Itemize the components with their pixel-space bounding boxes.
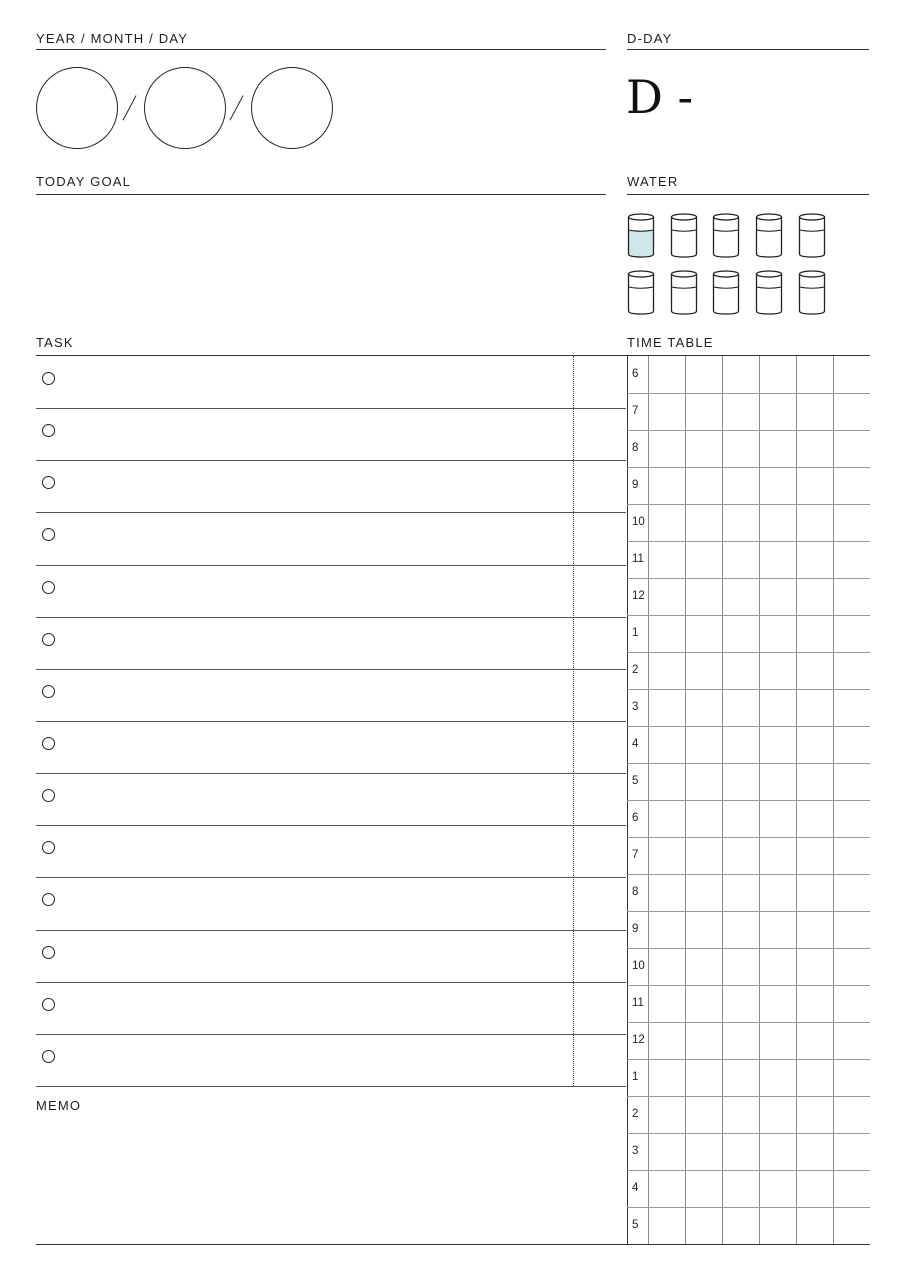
task-checkbox[interactable] [42,633,55,646]
timetable-hour-label: 6 [632,368,639,380]
year-input-circle[interactable] [36,67,118,149]
timetable-hour-label: 1 [632,1071,639,1083]
timetable-cell[interactable] [833,578,870,615]
date-separator-slash [230,95,244,120]
timetable-hour-label: 2 [632,664,639,676]
month-input-circle[interactable] [144,67,226,149]
water-cup-icon[interactable] [712,270,740,316]
timetable-cell[interactable] [759,1059,796,1096]
timetable-cell[interactable] [722,985,759,1022]
timetable-cell[interactable] [685,504,722,541]
timetable-cell[interactable] [685,911,722,948]
timetable-cell[interactable] [722,837,759,874]
timetable-cell[interactable] [722,1133,759,1170]
timetable-hour-label: 12 [632,1034,645,1046]
timetable-hour-label: 9 [632,923,639,935]
timetable-row-line [627,837,870,838]
timetable-cell[interactable] [796,1059,833,1096]
water-cup-icon[interactable] [627,270,655,316]
timetable-cell[interactable] [722,430,759,467]
task-checkbox[interactable] [42,1050,55,1063]
timetable-cell[interactable] [759,1133,796,1170]
timetable-cell[interactable] [833,1059,870,1096]
timetable-cell[interactable] [685,430,722,467]
timetable-cell[interactable] [833,726,870,763]
timetable-hour-label: 8 [632,442,639,454]
timetable-cell[interactable] [796,1096,833,1133]
timetable-cell[interactable] [833,1022,870,1059]
page-bottom-rule [36,1244,870,1245]
timetable-cell[interactable] [796,578,833,615]
task-row[interactable] [36,1034,626,1086]
task-checkbox[interactable] [42,841,55,854]
timetable-cell[interactable] [796,393,833,430]
timetable-row-line [627,800,870,801]
water-cup-icon[interactable] [627,213,655,259]
timetable-hour-label: 4 [632,1182,639,1194]
timetable-cell[interactable] [759,1096,796,1133]
timetable-cell[interactable] [759,504,796,541]
timetable-hour-label: 6 [632,812,639,824]
timetable-cell[interactable] [833,541,870,578]
timetable-cell[interactable] [833,1207,870,1244]
timetable-cell[interactable] [759,837,796,874]
timetable-section-label: TIME TABLE [627,335,714,350]
timetable-cell[interactable] [685,837,722,874]
timetable-cell[interactable] [685,985,722,1022]
timetable-cell[interactable] [648,1207,685,1244]
timetable-cell[interactable] [833,837,870,874]
timetable-cell[interactable] [648,1022,685,1059]
timetable-cell[interactable] [722,689,759,726]
timetable-cell[interactable] [796,689,833,726]
timetable-cell[interactable] [833,985,870,1022]
timetable-cell[interactable] [648,1170,685,1207]
timetable-cell[interactable] [796,504,833,541]
timetable-cell[interactable] [722,652,759,689]
task-row[interactable] [36,877,626,929]
timetable-cell[interactable] [796,430,833,467]
timetable-cell[interactable] [722,615,759,652]
timetable-row-line [627,504,870,505]
timetable-cell[interactable] [796,1170,833,1207]
timetable-cell[interactable] [685,356,722,393]
timetable-cell[interactable] [759,1170,796,1207]
timetable-cell[interactable] [759,1207,796,1244]
goal-section-rule [36,194,606,195]
timetable-cell[interactable] [685,1133,722,1170]
timetable-row-line [627,1207,870,1208]
timetable-row-line [627,985,870,986]
timetable-cell[interactable] [722,1059,759,1096]
timetable-cell[interactable] [796,763,833,800]
timetable-cell[interactable] [685,726,722,763]
timetable-cell[interactable] [648,837,685,874]
task-row[interactable] [36,460,626,512]
timetable-cell[interactable] [759,1022,796,1059]
task-row[interactable] [36,982,626,1034]
day-input-circle[interactable] [251,67,333,149]
timetable-cell[interactable] [685,467,722,504]
timetable-cell[interactable] [685,763,722,800]
timetable-cell[interactable] [648,652,685,689]
timetable-hour-label: 11 [632,553,644,565]
timetable-cell[interactable] [685,689,722,726]
timetable-cell[interactable] [833,615,870,652]
timetable-cell[interactable] [833,911,870,948]
timetable-cell[interactable] [722,1096,759,1133]
timetable-cell[interactable] [833,430,870,467]
task-row[interactable] [36,669,626,721]
timetable-hour-label: 11 [632,997,644,1009]
water-cup-icon[interactable] [798,213,826,259]
timetable-cell[interactable] [648,541,685,578]
dday-value[interactable]: D - [626,70,694,124]
timetable-cell[interactable] [796,837,833,874]
timetable-cell[interactable] [648,726,685,763]
timetable-cell[interactable] [796,948,833,985]
timetable-hour-label: 1 [632,627,639,639]
timetable-cell[interactable] [833,393,870,430]
task-checkbox[interactable] [42,998,55,1011]
timetable-cell[interactable] [685,874,722,911]
timetable-cell[interactable] [796,1022,833,1059]
task-checkbox[interactable] [42,424,55,437]
timetable-cell[interactable] [833,467,870,504]
task-row[interactable] [36,512,626,564]
timetable-row-line [627,467,870,468]
task-row[interactable] [36,773,626,825]
timetable-cell[interactable] [722,874,759,911]
water-cup-icon[interactable] [670,270,698,316]
timetable-cell[interactable] [796,985,833,1022]
timetable-cell[interactable] [685,393,722,430]
timetable-cell[interactable] [648,467,685,504]
task-row[interactable] [36,356,626,408]
timetable-row-line [627,1096,870,1097]
timetable-cell[interactable] [759,948,796,985]
timetable-cell[interactable] [722,763,759,800]
timetable-cell[interactable] [759,615,796,652]
goal-section-label: TODAY GOAL [36,174,132,189]
timetable-cell[interactable] [685,1207,722,1244]
timetable-row-line [627,430,870,431]
timetable-hour-label: 9 [632,479,639,491]
timetable-hour-label: 2 [632,1108,639,1120]
timetable-cell[interactable] [722,1022,759,1059]
timetable-cell[interactable] [759,430,796,467]
timetable-row-line [627,874,870,875]
task-checkbox[interactable] [42,528,55,541]
timetable-hour-label: 12 [632,590,645,602]
timetable-hour-label: 7 [632,849,639,861]
timetable-cell[interactable] [759,541,796,578]
timetable-row-line [627,578,870,579]
timetable-cell[interactable] [796,652,833,689]
water-cup-icon[interactable] [755,270,783,316]
dday-section-label: D-DAY [627,31,673,46]
timetable-cell[interactable] [759,911,796,948]
timetable-cell[interactable] [722,800,759,837]
timetable-cell[interactable] [796,911,833,948]
task-row[interactable] [36,721,626,773]
date-section-rule [36,49,606,50]
timetable-cell[interactable] [722,541,759,578]
timetable-cell[interactable] [796,615,833,652]
timetable-row-line [627,1059,870,1060]
task-checkbox[interactable] [42,789,55,802]
timetable-cell[interactable] [759,393,796,430]
task-checkbox[interactable] [42,685,55,698]
timetable-hour-label: 4 [632,738,639,750]
timetable-cell[interactable] [685,615,722,652]
water-section-label: WATER [627,174,679,189]
timetable-cell[interactable] [759,985,796,1022]
task-checkbox[interactable] [42,372,55,385]
timetable-row-line [627,615,870,616]
timetable-cell[interactable] [759,689,796,726]
timetable-hour-label: 10 [632,516,645,528]
timetable-cell[interactable] [685,948,722,985]
timetable-cell[interactable] [759,356,796,393]
timetable-cell[interactable] [759,652,796,689]
timetable-hour-label: 5 [632,1219,639,1231]
timetable-cell[interactable] [722,393,759,430]
timetable-row-line [627,1170,870,1171]
timetable-row-line [627,726,870,727]
timetable-row-line [627,1133,870,1134]
dday-section-rule [627,49,869,50]
task-checkbox[interactable] [42,737,55,750]
timetable-cell[interactable] [648,874,685,911]
timetable-cell[interactable] [685,578,722,615]
timetable-cell[interactable] [648,393,685,430]
timetable-cell[interactable] [648,948,685,985]
timetable-row-line [627,652,870,653]
task-row-rule [36,1086,626,1087]
timetable-cell[interactable] [833,504,870,541]
timetable-cell[interactable] [685,1170,722,1207]
timetable-hour-label: 8 [632,886,639,898]
timetable-cell[interactable] [796,726,833,763]
timetable-cell[interactable] [722,911,759,948]
task-checkbox[interactable] [42,893,55,906]
timetable-hour-label: 7 [632,405,639,417]
timetable-cell[interactable] [685,1022,722,1059]
timetable-cell[interactable] [648,615,685,652]
timetable-cell[interactable] [722,948,759,985]
timetable-cell[interactable] [722,578,759,615]
water-cup-icon[interactable] [712,213,740,259]
timetable-cell[interactable] [648,911,685,948]
timetable-hour-label: 3 [632,701,639,713]
date-separator-slash [123,95,137,120]
timetable-cell[interactable] [648,504,685,541]
task-checkbox[interactable] [42,581,55,594]
timetable-cell[interactable] [685,1096,722,1133]
task-row[interactable] [36,565,626,617]
timetable-cell[interactable] [833,948,870,985]
timetable-cell[interactable] [685,1059,722,1096]
timetable-cell[interactable] [833,652,870,689]
timetable-hour-label: 3 [632,1145,639,1157]
timetable-cell[interactable] [648,356,685,393]
timetable-hour-label: 5 [632,775,639,787]
task-row[interactable] [36,825,626,877]
timetable-row-line [627,541,870,542]
water-cup-icon[interactable] [755,213,783,259]
timetable-cell[interactable] [759,800,796,837]
timetable-cell[interactable] [722,356,759,393]
task-checkbox[interactable] [42,946,55,959]
timetable-cell[interactable] [722,1170,759,1207]
timetable-cell[interactable] [833,689,870,726]
timetable-cell[interactable] [796,356,833,393]
task-row[interactable] [36,930,626,982]
timetable-cell[interactable] [833,1096,870,1133]
timetable-cell[interactable] [648,578,685,615]
timetable-cell[interactable] [648,430,685,467]
timetable-cell[interactable] [722,1207,759,1244]
task-section-label: TASK [36,335,74,350]
timetable-row-line [627,763,870,764]
timetable-row-line [627,689,870,690]
timetable-cell[interactable] [833,800,870,837]
timetable-cell[interactable] [685,652,722,689]
memo-section-label: MEMO [36,1098,82,1113]
task-row[interactable] [36,617,626,669]
timetable-cell[interactable] [648,763,685,800]
timetable-cell[interactable] [648,1096,685,1133]
timetable-cell[interactable] [722,504,759,541]
timetable-cell[interactable] [759,467,796,504]
timetable-cell[interactable] [759,578,796,615]
task-row[interactable] [36,408,626,460]
water-cup-icon[interactable] [670,213,698,259]
date-section-label: YEAR / MONTH / DAY [36,31,189,46]
timetable-hour-label: 10 [632,960,645,972]
timetable-cell[interactable] [648,1059,685,1096]
timetable-cell[interactable] [759,874,796,911]
timetable-cell[interactable] [685,541,722,578]
timetable-cell[interactable] [833,874,870,911]
timetable-cell[interactable] [648,985,685,1022]
timetable-cell[interactable] [759,763,796,800]
timetable-cell[interactable] [796,1133,833,1170]
timetable-cell[interactable] [796,874,833,911]
timetable-cell[interactable] [685,800,722,837]
task-divider-dotted [573,356,574,1086]
timetable-cell[interactable] [833,1133,870,1170]
timetable-cell[interactable] [648,689,685,726]
timetable-cell[interactable] [722,467,759,504]
timetable-row-line [627,911,870,912]
timetable-cell[interactable] [833,356,870,393]
timetable-cell[interactable] [796,467,833,504]
timetable-cell[interactable] [796,1207,833,1244]
timetable-cell[interactable] [648,800,685,837]
timetable-row-line [627,948,870,949]
timetable-cell[interactable] [648,1133,685,1170]
water-section-rule [627,194,869,195]
timetable-cell[interactable] [833,763,870,800]
timetable-row-line [627,393,870,394]
timetable-row-line [627,1022,870,1023]
timetable-cell[interactable] [722,726,759,763]
timetable-cell[interactable] [833,1170,870,1207]
water-cup-icon[interactable] [798,270,826,316]
timetable-cell[interactable] [759,726,796,763]
timetable-cell[interactable] [796,800,833,837]
timetable-cell[interactable] [796,541,833,578]
task-checkbox[interactable] [42,476,55,489]
